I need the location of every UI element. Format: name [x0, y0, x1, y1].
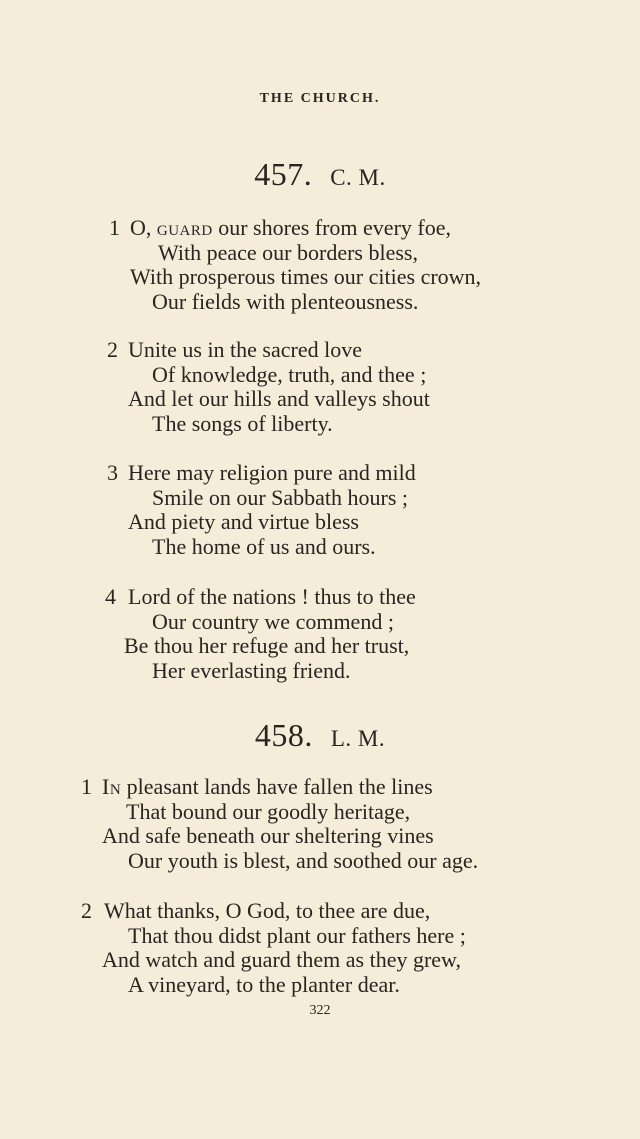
hymn-meter: C. M.: [330, 165, 386, 190]
stanza-number: 2: [107, 337, 118, 362]
verse-line: Here may religion pure and mild: [128, 460, 416, 485]
hymn-heading: [0, 717, 640, 754]
hymn-heading: [0, 156, 640, 193]
verse-line: And piety and virtue bless: [128, 509, 359, 534]
hymn-number: 458.: [254, 717, 313, 753]
verse-line: That bound our goodly heritage,: [126, 798, 411, 824]
verse-line: In pleasant lands have fallen the lines: [102, 774, 433, 799]
hymn-meter: L. M.: [330, 726, 386, 751]
verse-line: With peace our borders bless,: [158, 239, 418, 265]
verse-line: And safe beneath our sheltering vines: [102, 823, 434, 848]
hymn-number: 457.: [254, 156, 313, 192]
running-head: THE CHURCH.: [259, 91, 381, 106]
verse-line: The home of us and ours.: [152, 533, 376, 559]
verse-line: And watch and guard them as they grew,: [102, 947, 462, 972]
verse-line: With prosperous times our cities crown,: [130, 264, 482, 289]
verse-line: Our youth is blest, and soothed our age.: [128, 847, 479, 873]
verse-line: What thanks, O God, to thee are due,: [104, 898, 431, 923]
verse-line: Of knowledge, truth, and thee ;: [152, 361, 427, 387]
verse-line: The songs of liberty.: [152, 410, 333, 436]
stanza-number: 1: [81, 774, 92, 799]
stanza-number: 1: [109, 215, 120, 240]
verse-line: Unite us in the sacred love: [128, 337, 362, 362]
stanza-number: 3: [107, 460, 118, 485]
page-number: 322: [309, 1003, 331, 1018]
stanza-number: 4: [105, 584, 116, 609]
verse-line: That thou didst plant our fathers here ;: [128, 922, 466, 948]
verse-line: Be thou her refuge and her trust,: [124, 633, 410, 658]
stanza-number: 2: [81, 898, 92, 923]
verse-line: Smile on our Sabbath hours ;: [152, 484, 409, 510]
verse-line: O, guard our shores from every foe,: [130, 215, 451, 240]
verse-line: A vineyard, to the planter dear.: [128, 971, 400, 997]
verse-line: And let our hills and valleys shout: [128, 386, 430, 411]
verse-line: Our fields with plenteousness.: [152, 288, 419, 314]
verse-line: Lord of the nations ! thus to thee: [128, 584, 416, 609]
verse-line: Our country we commend ;: [152, 608, 394, 634]
verse-line: Her everlasting friend.: [152, 657, 351, 683]
